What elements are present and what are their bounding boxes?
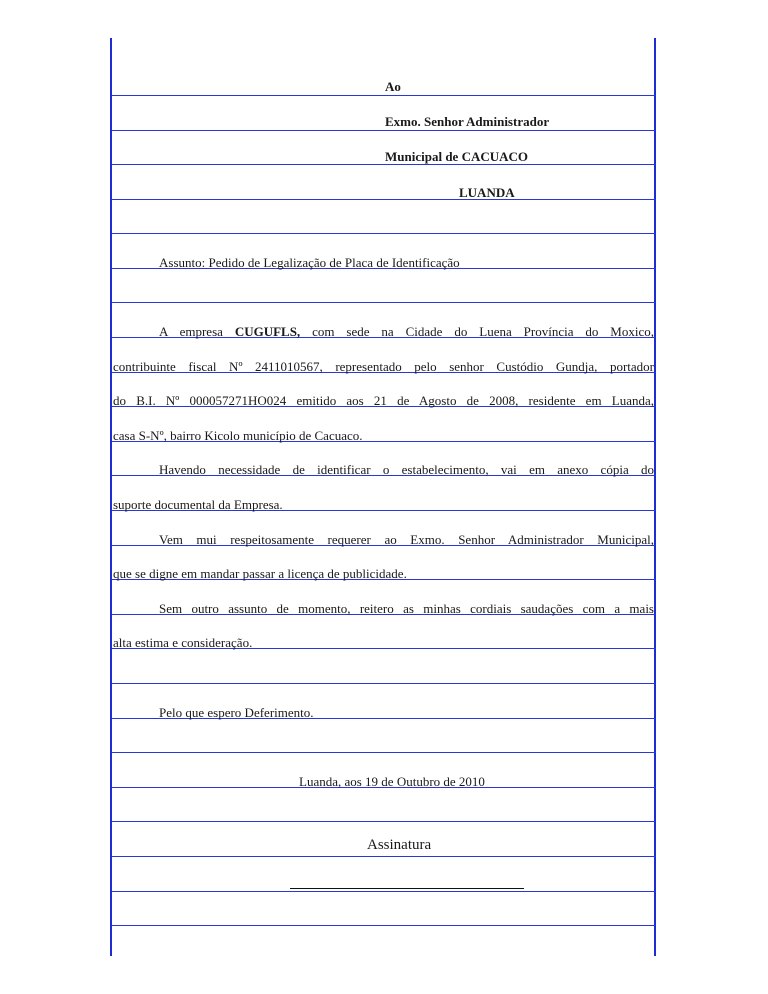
ruled-line [112,683,656,684]
paragraph-4-line-2: alta estima e consideração. [113,635,253,650]
ruled-line [112,130,656,131]
right-margin-line [654,38,656,956]
subject-line: Assunto: Pedido de Legalização de Placa de Identificação [159,255,460,270]
addressee-city: LUANDA [459,185,515,200]
ruled-line [112,856,656,857]
ruled-line [112,891,656,892]
addressee-line2: Municipal de CACUACO [385,149,529,164]
signature-line [290,888,524,889]
ruled-line [112,821,656,822]
paragraph-1-line-3: do B.I. Nº 000057271HO024 emitido aos 21 de Agosto de 2008, residente em Luanda, [113,393,654,408]
ruled-line [112,925,656,926]
ruled-line [112,752,656,753]
signature-label: Assinatura [367,837,432,853]
paragraph-1-line-4: casa S-Nº, bairro Kicolo município de Cacuaco. [113,428,363,443]
ruled-line [112,95,656,96]
paragraph-2-line-2: suporte documental da Empresa. [113,497,283,512]
paragraph-2-line-1: Havendo necessidade de identificar o estabelecimento, vai em anexo cópia do [159,462,654,477]
ruled-line [112,199,656,200]
ruled-line [112,233,656,234]
closing-line: Pelo que espero Deferimento. [159,705,314,720]
paragraph-3-line-2: que se digne em mandar passar a licença de publicidade. [113,566,407,581]
paragraph-3-line-1: Vem mui respeitosamente requerer ao Exmo. Senhor Administrador Municipal, [159,532,654,547]
ruled-line [112,302,656,303]
paragraph-4-line-1: Sem outro assunto de momento, reitero as minhas cordiais saudações com a mais [159,601,654,616]
date-line: Luanda, aos 19 de Outubro de 2010 [299,774,485,789]
ruled-line [112,164,656,165]
left-margin-line [110,38,112,956]
paragraph-1-line-1: A empresa CUGUFLS, com sede na Cidade do Luena Província do Moxico, [159,324,654,339]
company-name: CUGUFLS, [234,324,301,339]
addressee-line1: Exmo. Senhor Administrador [385,114,550,129]
paragraph-1-line-2: contribuinte fiscal Nº 2411010567, representado pelo senhor Custódio Gundja, portador [113,359,654,374]
addressee-to: Ao [385,79,401,94]
